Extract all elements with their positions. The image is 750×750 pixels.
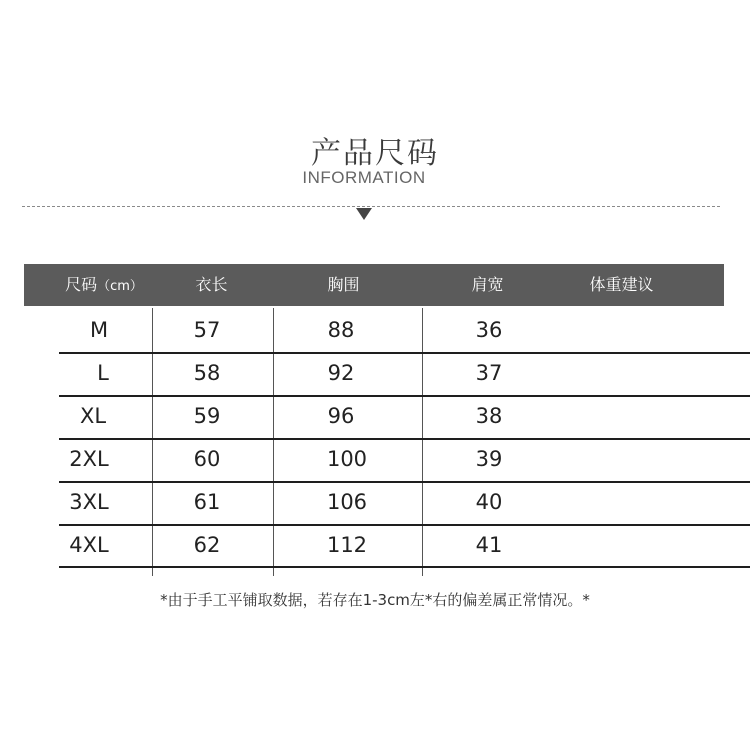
header-chest: 胸围 xyxy=(327,275,360,294)
title-divider xyxy=(22,206,720,207)
cell-length: 59 xyxy=(193,404,221,428)
cell-chest: 92 xyxy=(327,361,355,385)
cell-size: 3XL xyxy=(69,490,109,514)
table-row xyxy=(59,309,750,352)
header-shoulder: 肩宽 xyxy=(471,275,504,294)
table-row xyxy=(59,395,750,438)
cell-chest: 106 xyxy=(326,490,368,514)
cell-weight xyxy=(569,524,709,567)
table-row xyxy=(59,524,750,567)
cell-size: XL xyxy=(79,404,107,428)
cell-chest: 96 xyxy=(327,404,355,428)
page-subtitle: INFORMATION xyxy=(302,168,426,187)
cell-weight xyxy=(569,309,709,352)
footnote: *由于手工平铺取数据，若存在1-3cm左*右的偏差属正常情况。* xyxy=(160,591,590,609)
page-title: 产品尺码 xyxy=(311,136,439,171)
cell-chest: 112 xyxy=(326,533,368,557)
cell-weight xyxy=(569,481,709,524)
header-length: 衣长 xyxy=(195,275,228,294)
cell-chest: 88 xyxy=(327,318,355,342)
cell-weight xyxy=(569,395,709,438)
table-row xyxy=(59,481,750,524)
table-row xyxy=(59,352,750,395)
cell-shoulder: 38 xyxy=(475,404,503,428)
header-unit-label: （cm） xyxy=(97,279,143,294)
cell-weight xyxy=(569,352,709,395)
header-weight: 体重建议 xyxy=(589,275,654,294)
table-header xyxy=(24,264,724,306)
header-size xyxy=(44,264,164,306)
cell-shoulder: 36 xyxy=(475,318,503,342)
cell-length: 61 xyxy=(193,490,221,514)
cell-shoulder: 41 xyxy=(475,533,503,557)
cell-size: M xyxy=(89,318,109,342)
cell-shoulder: 40 xyxy=(475,490,503,514)
cell-length: 60 xyxy=(193,447,221,471)
cell-chest: 100 xyxy=(326,447,368,471)
cell-length: 62 xyxy=(193,533,221,557)
caret-down-icon xyxy=(356,208,372,220)
table-row xyxy=(59,438,750,481)
cell-weight xyxy=(569,438,709,481)
cell-shoulder: 39 xyxy=(475,447,503,471)
cell-size: 4XL xyxy=(69,533,109,557)
cell-length: 57 xyxy=(193,318,221,342)
cell-length: 58 xyxy=(193,361,221,385)
cell-size: L xyxy=(97,361,109,385)
row-rule xyxy=(59,566,750,568)
header-size-label: 尺码 xyxy=(65,275,98,294)
cell-size: 2XL xyxy=(69,447,109,471)
cell-shoulder: 37 xyxy=(475,361,503,385)
